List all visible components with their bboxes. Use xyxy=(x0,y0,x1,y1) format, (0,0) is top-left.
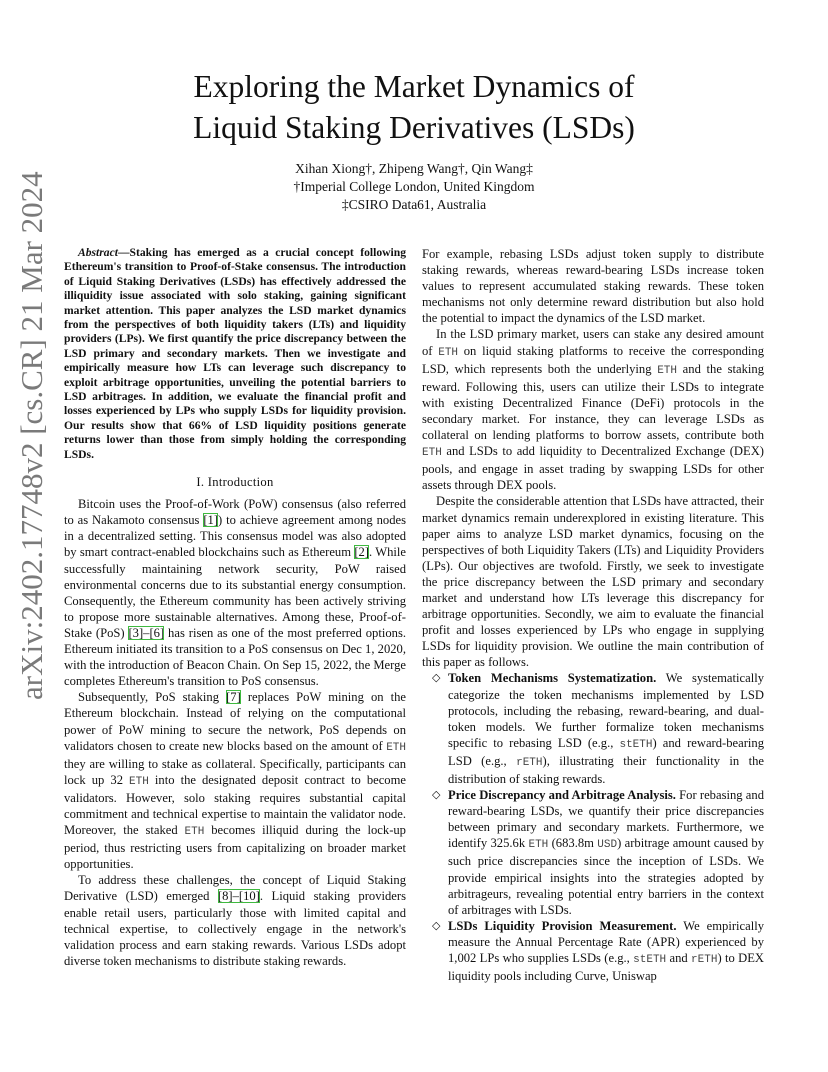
paper-title xyxy=(100,66,728,148)
code-token: rETH xyxy=(691,954,718,967)
text-run: ) to achieve agreement among nodes in a decentralized setting. This consensus model was also adopted by smart contract-enabled blockchains such as Ethereum xyxy=(64,513,406,560)
text-run: To address these challenges, the concept of Liquid Staking Derivative (LSD) emerged xyxy=(64,873,406,904)
text-run: ), illustrating their functionality in the distribution of staking rewards. xyxy=(448,753,764,786)
text-run: . While successfully maintaining network security, PoW raised environmental concerns due to its substantial energy consumption. Consequently, the Ethereum community has been actively striving to propose more sustainable alternatives. Among these, Proof-of-Stake (PoS) xyxy=(64,545,406,640)
abstract-label: Abstract— xyxy=(78,246,130,259)
contribution-title: Token Mechanisms Systematization. xyxy=(448,671,657,686)
text-run: . Liquid staking providers enable retail users, particularly those with limited capital and technical expertise, to collectively engage in the network's validation process and earn staking rewards. Various LSDs adopt diverse token mechanisms to distribute staking rewards. xyxy=(64,889,406,968)
diamond-bullet-icon: ◇ xyxy=(432,919,441,932)
text-run: Bitcoin uses the Proof-of-Work (PoW) consensus (also referred to as Nakamoto consensus xyxy=(64,497,406,528)
code-token: ETH xyxy=(528,839,549,852)
affiliation-1: †Imperial College London, United Kingdom xyxy=(293,179,535,194)
code-token: rETH xyxy=(516,756,543,769)
text-run: For rebasing and reward-bearing LSDs, we quantify their price discrepancies between primary and secondary markets. Furthermore, we identify 325.6k xyxy=(448,788,764,851)
text-run: into the designated deposit contract to become validators. However, solo staking requires substantial capital commitment and technical expertise to maintain the validator node. Moreover, the staked xyxy=(64,772,406,838)
code-token: ETH xyxy=(438,346,459,359)
list-item xyxy=(422,787,764,918)
code-token: ETH xyxy=(184,826,205,839)
abstract xyxy=(64,246,406,462)
right-column xyxy=(422,246,764,984)
code-token: USD xyxy=(597,839,618,852)
contribution-list xyxy=(422,670,764,984)
text-run: replaces PoW mining on the Ethereum blockchain. Instead of relying on the computational power of PoW mining to secure the network, PoS depends on validators chosen to create new blocks based on the amount of xyxy=(64,690,406,753)
citation-link[interactable]: [3]–[6] xyxy=(128,625,165,640)
arxiv-watermark: arXiv:2402.17748v2 [cs.CR] 21 Mar 2024 xyxy=(14,171,49,700)
code-token: ETH xyxy=(657,364,677,377)
text-run: Subsequently, PoS staking xyxy=(78,690,227,705)
list-item xyxy=(422,918,764,984)
author-names: Xihan Xiong†, Zhipeng Wang†, Qin Wang‡ xyxy=(295,161,533,176)
citation-link[interactable]: [1] xyxy=(203,513,219,528)
citation-link[interactable]: [2] xyxy=(354,545,369,560)
code-token: stETH xyxy=(633,954,667,967)
author-block xyxy=(100,160,728,214)
left-column xyxy=(64,246,406,969)
text-run: We empirically measure the Annual Percentage Rate (APR) experienced by 1,002 LPs who supplies LSDs (e.g., xyxy=(448,918,764,966)
text-run: becomes illiquid during the lock-up period, thus restricting users from capitalizing on broader market opportunities. xyxy=(64,823,406,872)
paragraph: Despite the considerable attention that LSDs have attracted, their market dynamics remain underexplored in existing literature. This paper aims to analyze LSD market dynamics, focusing on the perspectives of both Liquidity Takers (LTs) and Liquidity Providers (LPs). Our objectives are twofold. Firstly, we seek to investigate the price discrepancy between the LSD primary and secondary market and understand how LTs leverage this discrepancy for arbitrage opportunities. Secondly, we aim to evaluate the financial profit and losses experienced by LPs who engage in supplying LSDs for liquidity provision. We outline the main contribution of this paper as follows. xyxy=(422,494,764,670)
text-run: ) to DEX liquidity pools including Curve, Uniswap xyxy=(448,951,765,984)
list-item xyxy=(422,670,764,787)
citation-link[interactable]: [8]–[10] xyxy=(217,889,260,904)
text-run: ) arbitrage amount caused by such price discrepancies since the inception of LSDs. We provide empirical insights into the strategies adopted by arbitrageurs, revealing potential entry barriers in the context of arbitrages with LSDs. xyxy=(448,836,764,917)
text-run: and the staking reward. Following this, users can utilize their LSDs to integrate with existing Decentralized Finance (DeFi) protocols in the secondary market. For instance, they can leverage LSDs as collateral on lending platforms to borrow assets, contribute both xyxy=(422,361,764,443)
paragraph xyxy=(422,326,764,493)
abstract-text: Staking has emerged as a crucial concept following Ethereum's transition to Proof-of-Stake consensus. The introduction of Liquid Staking Derivatives (LSDs) has effectively addressed the illiquidity issue associated with solo staking, gaining significant market attention. This paper analyzes the LSD market dynamics from the perspectives of both liquidity takers (LTs) and liquidity providers (LPs). We first quantify the price discrepancy between the LSD primary and secondary markets. Then we investigate and empirically measure how LTs can leverage such discrepancy to exploit arbitrage opportunities, unveiling the potential barriers to LSD arbitrages. In addition, we evaluate the financial profit and losses experienced by LPs who supply LSDs for liquidity provision. Our results show that 66% of LSD liquidity positions generate returns lower than those from simply holding the corresponding LSDs. xyxy=(64,246,406,461)
diamond-bullet-icon: ◇ xyxy=(432,672,441,685)
text-run: We systematically categorize the token mechanisms implemented by LSD protocols, including the rebasing, reward-bearing, and dual-token models. We further formalize token mechanisms specific to rebasing LSD (e.g., xyxy=(448,671,764,750)
text-run: (683.8m xyxy=(548,836,598,851)
paragraph xyxy=(64,496,406,689)
affiliation-2: ‡CSIRO Data61, Australia xyxy=(341,197,487,212)
citation-link[interactable]: [7] xyxy=(226,690,241,705)
text-run: they are willing to stake as collateral. Specifically, participants can lock up 32 xyxy=(64,756,406,787)
text-run: and xyxy=(666,951,692,966)
code-token: stETH xyxy=(619,738,653,751)
code-token: ETH xyxy=(129,775,149,788)
text-run: and LSDs to add liquidity to Decentralized Exchange (DEX) pools, and engage in asset trading by swapping LSDs for other assets through DEX pools. xyxy=(422,444,764,493)
contribution-title: Price Discrepancy and Arbitrage Analysis. xyxy=(448,788,676,803)
title-line-2: Liquid Staking Derivatives (LSDs) xyxy=(193,110,635,145)
text-run: ) and reward-bearing LSD (e.g., xyxy=(448,735,764,768)
title-line-1: Exploring the Market Dynamics of xyxy=(193,69,635,104)
paragraph xyxy=(64,872,406,969)
diamond-bullet-icon: ◇ xyxy=(432,789,441,802)
code-token: ETH xyxy=(422,447,442,460)
text-run: has risen as one of the most preferred options. Ethereum initiated its transition to a PoS consensus on Dec 1, 2020, with the introduction of Beacon Chain. On Sep 15, 2022, the Merge completes Ethereum's transition to PoS consensus. xyxy=(64,625,406,689)
section-heading-introduction: I. Introduction xyxy=(196,475,274,490)
code-token: ETH xyxy=(386,741,406,754)
contribution-title: LSDs Liquidity Provision Measurement. xyxy=(448,918,677,933)
paragraph xyxy=(64,689,406,872)
text-run: In the LSD primary market, users can stake any desired amount of xyxy=(422,327,764,358)
text-run: on liquid staking platforms to receive the corresponding LSD, which represents both the underlying xyxy=(422,343,765,376)
paragraph: For example, rebasing LSDs adjust token supply to distribute staking rewards, whereas reward-bearing LSDs increase token values to represent accumulated staking rewards. These token mechanisms not only determine reward distribution but also hold the potential to impact the dynamics of the LSD market. xyxy=(422,247,764,326)
